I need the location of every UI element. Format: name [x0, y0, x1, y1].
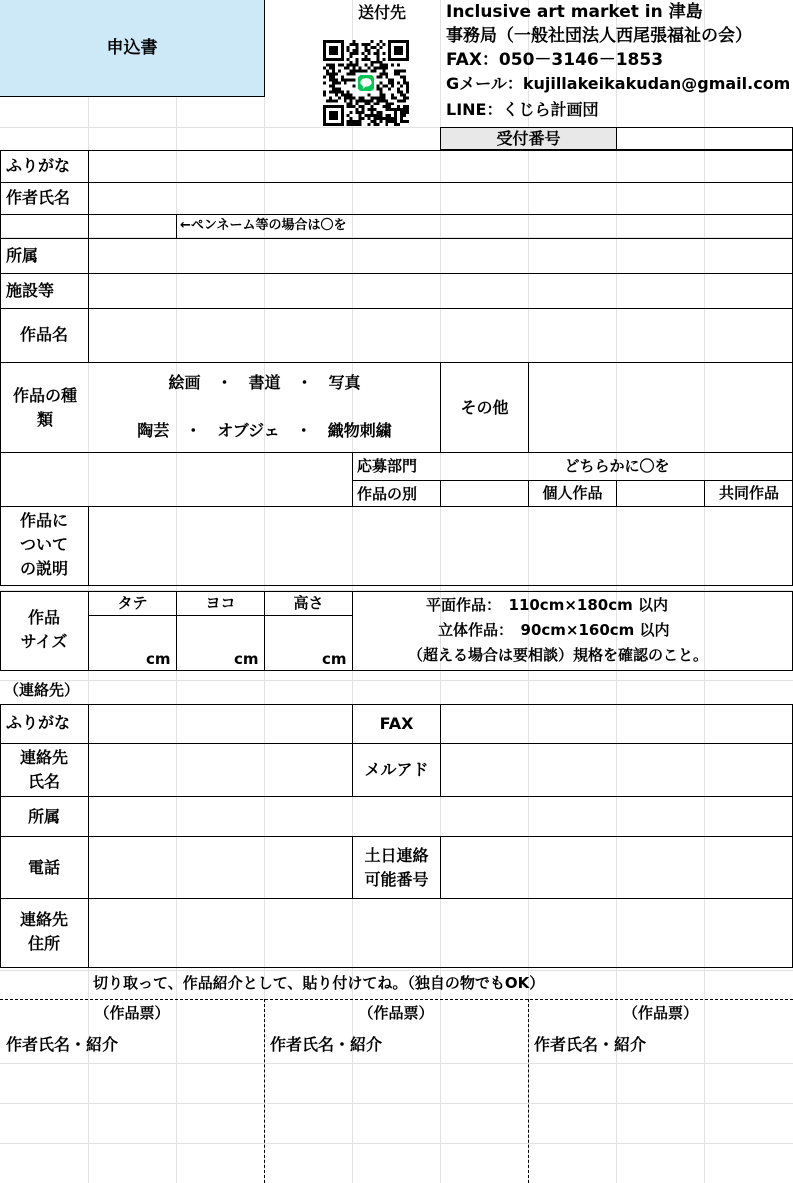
- ticket-3-content-area[interactable]: [530, 1060, 790, 1180]
- joint-mark-field[interactable]: [618, 482, 704, 505]
- contact-fax-input[interactable]: [442, 706, 793, 743]
- office-line-id: LINE：くじら計画団: [446, 100, 599, 119]
- contact-phone-input[interactable]: [90, 838, 351, 897]
- size-rule-flat: 平面作品： 110cm×180cm 以内: [426, 596, 668, 614]
- qr-code-icon: [323, 40, 409, 126]
- other-input[interactable]: [530, 363, 793, 452]
- ticket-1-label: 作者氏名・紹介: [6, 1035, 119, 1054]
- ticket-3-title: （作品票）: [622, 1003, 698, 1022]
- contact-name-label: 連絡先 氏名: [19, 748, 68, 791]
- office-fax: FAX：050－3146－1853: [446, 50, 664, 70]
- depth-column-header: 高さ: [293, 594, 324, 612]
- division-note: どちらかに〇を: [564, 456, 670, 475]
- affiliation-input[interactable]: [90, 240, 793, 272]
- width-column-header: ヨコ: [205, 594, 236, 612]
- work-title-input[interactable]: [90, 309, 793, 361]
- size-rule-note: （超える場合は要相談）規格を確認のこと。: [408, 646, 709, 664]
- facility-label: 施設等: [6, 281, 55, 300]
- ticket-2-content-area[interactable]: [266, 1060, 526, 1180]
- contact-phone-label: 電話: [27, 857, 60, 877]
- weekend-phone-input[interactable]: [442, 838, 793, 897]
- office-name: 事務局（一般社団法人西尾張福祉の会）: [446, 26, 752, 46]
- furigana-label: ふりがな: [6, 156, 71, 175]
- work-title-label: 作品名: [19, 325, 68, 344]
- ticket-3-label: 作者氏名・紹介: [534, 1035, 647, 1054]
- receipt-number-label: 受付番号: [496, 128, 561, 148]
- size-rule-3d: 立体作品： 90cm×160cm 以内: [438, 621, 670, 639]
- width-unit: cm: [234, 650, 259, 668]
- ticket-1-title: （作品票）: [94, 1003, 170, 1022]
- contact-affiliation-label: 所属: [27, 807, 60, 826]
- author-name-input[interactable]: [90, 184, 793, 214]
- category-label: 作品の別: [357, 485, 418, 503]
- weekend-phone-label: 土日連絡 可能番号: [364, 846, 429, 889]
- ticket-2-title: （作品票）: [358, 1003, 434, 1022]
- contact-fax-label: FAX: [379, 714, 414, 733]
- size-label: 作品 サイズ: [20, 608, 68, 651]
- page-title: 申込書: [106, 37, 158, 58]
- furigana-input[interactable]: [90, 152, 793, 182]
- division-label: 応募部門: [357, 457, 418, 475]
- work-types-row1[interactable]: 絵画 ・ 書道 ・ 写真: [168, 373, 361, 392]
- other-label: その他: [460, 397, 509, 417]
- contact-name-input[interactable]: [90, 745, 351, 796]
- individual-work-option[interactable]: 個人作品: [542, 484, 603, 502]
- individual-mark-field[interactable]: [442, 482, 528, 505]
- work-types-row2[interactable]: 陶芸 ・ オブジェ ・ 織物刺繍: [137, 421, 392, 440]
- pen-name-note: ←ペンネーム等の場合は〇を: [180, 218, 347, 233]
- description-label: 作品に ついて の説明: [19, 511, 68, 578]
- facility-input[interactable]: [90, 275, 793, 307]
- contact-address-label: 連絡先 住所: [19, 910, 68, 953]
- contact-furigana-label: ふりがな: [6, 713, 71, 732]
- receipt-number-field[interactable]: [617, 128, 793, 149]
- work-type-label: 作品の種類: [12, 385, 77, 429]
- height-column-header: タテ: [117, 594, 148, 612]
- contact-affiliation-input[interactable]: [90, 798, 793, 835]
- sendto-label: 送付先: [358, 3, 407, 22]
- depth-unit: cm: [322, 650, 347, 668]
- pen-name-mark-field[interactable]: [90, 216, 175, 238]
- height-unit: cm: [146, 650, 171, 668]
- author-name-label: 作者氏名: [6, 188, 71, 207]
- event-name: Inclusive art market in 津島: [446, 2, 703, 22]
- ticket-2-label: 作者氏名・紹介: [270, 1035, 383, 1054]
- contact-email-label: メルアド: [364, 760, 429, 779]
- contact-furigana-input[interactable]: [90, 706, 351, 743]
- cutout-instruction: 切り取って、作品紹介として、貼り付けてね。（独自の物でもOK）: [93, 974, 545, 992]
- ticket-1-content-area[interactable]: [2, 1060, 262, 1180]
- contact-email-input[interactable]: [442, 745, 793, 796]
- contact-section-label: （連絡先）: [4, 681, 80, 699]
- contact-address-input[interactable]: [90, 900, 793, 967]
- description-input[interactable]: [90, 508, 793, 584]
- affiliation-label: 所属: [6, 246, 39, 265]
- joint-work-option[interactable]: 共同作品: [718, 484, 779, 502]
- office-email: Gメール：kujillakeikakudan@gmail.com: [446, 74, 791, 93]
